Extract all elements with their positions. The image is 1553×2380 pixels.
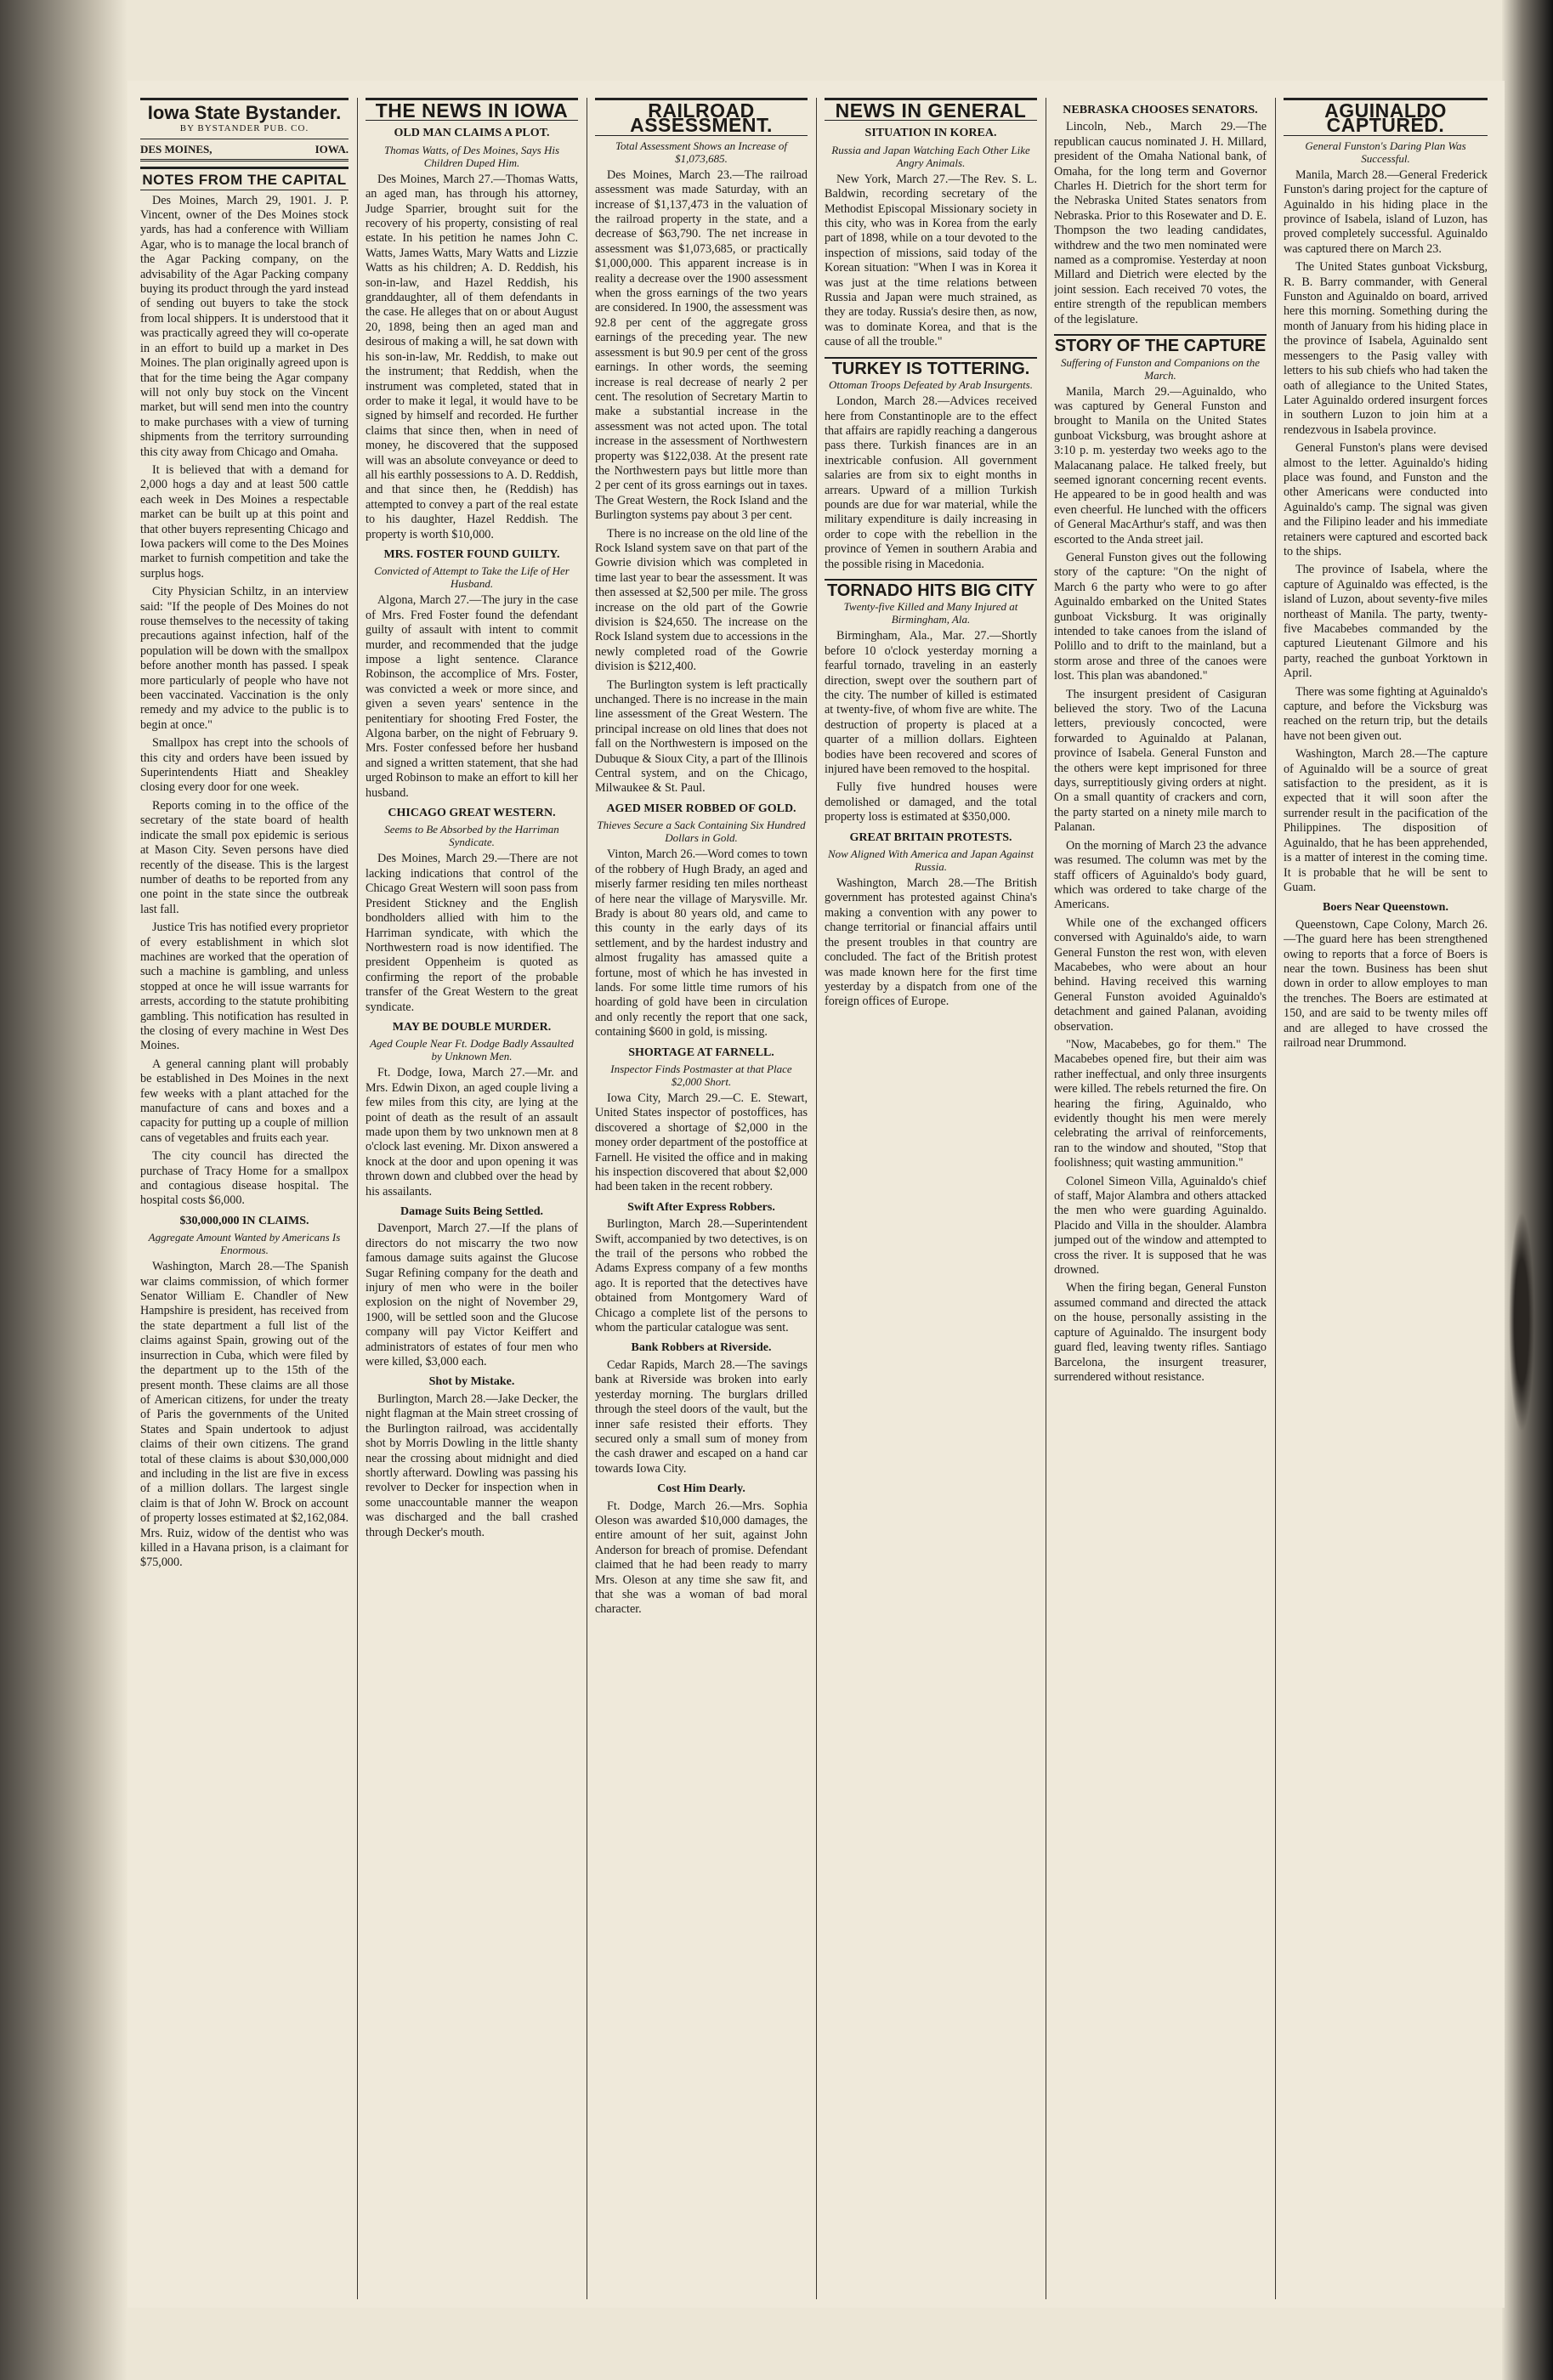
article-paragraph: London, March 28.—Advices received here from Constantinople are to the effect that affairs are rapidly reaching a dangerous pass there. Turkish finances are in an inextricable confusion. All government salaries are from six to eight months in arrears. Upward of a million Turkish pounds are due for war material, while the military expenditure is daily increasing in order to cope with the rebellion in the province of Yemen in southern Arabia and the possible rising in Macedonia. [825,394,1037,571]
section-headline: TORNADO HITS BIG CITY [825,579,1037,598]
article-subhead: Russia and Japan Watching Each Other Like Angry Animals. [831,143,1030,169]
article-paragraph: Washington, March 28.—The British government has protested against China's making a convention with any power to change territorial or financial affairs until the present troubles in that country are concluded. The fact of the British protest was made known here for the first time yesterday by a dispatch from one of the foreign offices of Europe. [825,876,1037,1009]
article-paragraph: Des Moines, March 29, 1901. J. P. Vincent, owner of the Des Moines stock yards, has had a conference with William Agar, who is to manage the local branch of the Agar Packing company, on the advisability of the Agar Packing company buying its product through the yard instead of sending out buyers to take the stock from local shippers. It is understood that it was practically agreed they will co-operate in an effort to build up a market in Des Moines. The plan originally agreed upon is that for the time being the Agar company will not only buy stock on the Vincent market, but will send men into the country to make purchases with a view of turning shipments from the territory surrounding this city away from Chicago and Omaha. [140,193,349,459]
article-subhead: Ottoman Troops Defeated by Arab Insurgents. [828,378,1033,392]
section-headline: STORY OF THE CAPTURE [1054,334,1267,354]
article-paragraph: Iowa City, March 29.—C. E. Stewart, United States inspector of postoffices, has discovered a shortage of $2,000 in the money order department of the postoffice at Farnell. He visited the office and in making his inspection discovered that about $2,000 had been taken in the recent robbery. [595,1091,808,1194]
article-paragraph: Des Moines, March 29.—There are not lacking indications that control of the Chicago Great Western will soon pass from President Stickney and the English bondholders allied with him to the Harriman syndicate, with which the Northwestern road is now identified. The president Oppenheim is quoted as confirming the report of the probable transfer of the Great Western to the great syndicate. [366,852,578,1014]
article-headline: GREAT BRITAIN PROTESTS. [849,830,1012,844]
article-paragraph: Manila, March 29.—Aguinaldo, who was captured by General Funston and brought to Manila on the United States gunboat Vicksburg, was brought ashore at 3:10 p. m. yesterday two weeks ago to the Malacanang palace. He talked freely, but seemed ignorant concerning recent events. He appeared to be in good health and was even cheerful. He lunched with the officers of General MacArthur's staff, and was then escorted to the Anda street jail. [1054,384,1267,547]
article-headline: NEBRASKA CHOOSES SENATORS. [1063,104,1258,116]
article-paragraph: New York, March 27.—The Rev. S. L. Baldwin, recording secretary of the Methodist Episcopal Missionary society in this city, who was in Korea from the early part of 1898, while on a tour devoted to the inspection of missions, said today of the Korean situation: "When I was in Korea it was just at the time relations between Russia and Japan were much strained, as they are today. Russia's desire then, as now, was to dominate Korea, and that is the cause of all the trouble." [825,172,1037,349]
column-6 [1284,98,1488,2299]
article-headline: Damage Suits Being Settled. [400,1205,543,1218]
article-paragraph: While one of the exchanged officers conversed with Aguinaldo's aide, to warn General Funston the rest won, with eleven Macabebes, who were about an hour behind. Having received this warning General Funston avoided Aguinaldo's detachment and gained Palanan, avoiding observation. [1054,915,1267,1034]
column-rule [1275,98,1276,2299]
column-3 [595,98,808,2299]
article-headline: SHORTAGE AT FARNELL. [628,1046,774,1059]
article-paragraph: City Physician Schiltz, in an interview said: "If the people of Des Moines do not rouse themselves to the necessity of taking precautions against infection, half of the population will be down with the smallpox before another month has passed. I speak more particularly of people who have not been vaccinated. Vaccination is the only remedy and my advice to the public is to begin at once." [140,585,349,732]
article-paragraph: Reports coming in to the office of the secretary of the state board of health indicate the small pox epidemic is serious at Mason City. Seven persons have died recently of the disease. This is the largest number of deaths to be reported from any one point in the state since the outbreak last fall. [140,798,349,916]
article-headline: Cost Him Dearly. [657,1482,745,1496]
masthead-publisher: BY BYSTANDER PUB. CO. [179,123,309,134]
article-paragraph: Lincoln, Neb., March 29.—The republican caucus nominated J. H. Millard, president of the Omaha National bank, of Omaha, for the long term and Governor Charles H. Dietrich for the short term for the Nebraska United States senators from Nebraska. Prior to this Rosewater and D. E. Thompson the two leading candidates, withdrew and the two men nominated were named as a compromise. Yesterday at noon Millard and Dietrich were elected by the joint session. Each received 70 votes, the entire strength of the republican members of the legislature. [1054,120,1267,326]
masthead-state: IOWA. [315,142,349,156]
article-paragraph: General Funston gives out the following story of the capture: "On the night of March 6 the party who were to go after Aguinaldo embarked on the United States gunboat Vicksburg. It was originally intended to take canoes from the island of Polillo and to drift to the mainland, but a storm arose and three of the canoes were lost. This plan was abandoned." [1054,550,1267,683]
article-paragraph: There is no increase on the old line of the Rock Island system save on that part of the Gowrie division which was completed in time last year to bear the assessment. It was then assessed at $2,500 per mile. The gross increase on the old part of the Gowrie division is $24,650. The increase on the Rock Island system due to accessions in the newly completed road of the Gowrie division is $212,400. [595,526,808,674]
article-headline: Swift After Express Robbers. [627,1200,775,1214]
article-paragraph: "Now, Macabebes, go for them." The Macabebes opened fire, but their aim was rather ineffectual, and only three insurgents were killed. The rebels returned the fire. On hearing the firing, Aguinaldo, who evidently thought his men were merely celebrating the arrival of reinforcements, ran to the window and shouted, "Stop that foolishness; quit wasting ammunition." [1054,1037,1267,1170]
masthead-dateline [140,139,349,162]
column-1-body [140,167,349,1571]
article-paragraph: Queenstown, Cape Colony, March 26.—The guard here has been strengthened owing to reports that a force of Boers is near the town. Business has been shut down in order to allow employes to man the trenches. The Boers are estimated at 150, and are said to be twenty miles off and are alleged to have crossed the railroad near Drummond. [1284,917,1488,1050]
column-rule [357,98,358,2299]
article-subhead: Aggregate Amount Wanted by Americans Is Enormous. [148,1231,341,1257]
article-headline: SITUATION IN KOREA. [864,127,997,140]
article-headline: $30,000,000 IN CLAIMS. [179,1214,309,1227]
article-paragraph: On the morning of March 23 the advance was resumed. The column was met by the staff officers of Aguinaldo's body guard, which was ordered to take charge of the Americans. [1054,838,1267,912]
article-paragraph: Washington, March 28.—The Spanish war claims commission, of which former Senator William E. Chandler of New Hampshire is president, has received from the state department a full list of the claims against Spain, growing out of the insurrection in Cuba, which were filed by the department up to the 15th of the present month. These claims are all those of American citizens, for under the treaty of Paris the governments of the United States and Spain undertook to adjust claims of their own citizens. The grand total of these claims is about $30,000,000 and including in the list are five in excess of a million dollars. The largest single claim is that of John W. Brock on account of property losses estimated at $2,162,084. Mrs. Ruiz, widow of the dentist who was killed in a Havana prison, is a claimant for $75,000. [140,1260,349,1570]
article-subhead: Inspector Finds Postmaster at that Place $2,000 Short. [610,1062,792,1088]
article-paragraph: Smallpox has crept into the schools of this city and orders have been issued by Superintendents Hiatt and Sheakley closing every door for one week. [140,736,349,795]
column-5-body [1054,103,1267,1385]
article-subhead: Thomas Watts, of Des Moines, Says His Children Duped Him. [383,143,560,169]
article-paragraph: Cedar Rapids, March 28.—The savings bank at Riverside was broken into early yesterday morning. The burglars drilled through the steel doors of the vault, but the inner safe resisted their efforts. They secured only a small sum of money from the cash drawer and escaped on a hand car towards Iowa City. [595,1357,808,1476]
article-paragraph: There was some fighting at Aguinaldo's capture, and before the Vicksburg was reached on the return trip, but the details have not been given out. [1284,684,1488,743]
column-2 [366,98,578,2299]
column-2-body [366,98,578,1540]
section-headline: RAILROAD ASSESSMENT. [595,98,808,136]
article-paragraph: Justice Tris has notified every proprietor of every establishment in which slot machines are worked that the operation of such a machine is gambling, and unless stopped at once he will issue warrants for arrests, according to the statute prohibiting gambling. This notification has resulted in the closing of every machine in West Des Moines. [140,921,349,1053]
article-paragraph: It is believed that with a demand for 2,000 hogs a day and at least 500 cattle each week in Des Moines a respectable market can be built up at this point and that other buyers representing Chicago and Iowa packers will come to the Des Moines market to furnish competition and take the surplus hogs. [140,462,349,581]
article-subhead: Now Aligned With America and Japan Against Russia. [828,847,1034,874]
section-headline: NOTES FROM THE CAPITAL [140,167,349,190]
article-paragraph: The city council has directed the purchase of Tracy Home for a smallpox and contagious disease hospital. The hospital costs $6,000. [140,1149,349,1208]
article-headline: CHICAGO GREAT WESTERN. [388,807,556,820]
article-paragraph: Des Moines, March 27.—Thomas Watts, an aged man, has through his attorney, Judge Sparrier, brought suit for the recovery of his property, consisting of real estate. In his petition he names John C. Watts, James Watts, Mary Watts and Lizzie Watts as his children; A. D. Reddish, his son-in-law, and Hazel Reddish, his granddaughter, all of them defendants in the case. He alleges that on or about August 20, 1898, being then an aged man and desirous of making a will, he sat down with his son-in-law, Mr. Reddish, to make out the instrument; that Reddish, when the instrument was completed, stated that in order to make it legal, it would have to be signed by himself and recorded. He further claims that since then, when in need of money, he discovered that the supposed will was an absolute conveyance or deed to all his earthly possessions to A. D. Reddish, and that since then, he (Reddish) has attempted to convey a part of the real estate to his daughter, Hazel Reddish. The property is worth $10,000. [366,172,578,541]
article-paragraph: A general canning plant will probably be established in Des Moines in the next few weeks with a plant attached for the manufacture of cans and boxes and a capacity for putting up a couple of million cans of vegetables and fruits each year. [140,1057,349,1145]
article-headline: MAY BE DOUBLE MURDER. [392,1020,552,1034]
article-subhead: Total Assessment Shows an Increase of $1,073,685. [615,139,788,165]
article-paragraph: The Burlington system is left practically unchanged. There is no increase in the main line assessment of the Great Western. The principal increase on old lines that does not fall on the Northwestern is imposed on the Dubuque & Sioux City, a part of the Illinois Central system, and on the Chicago, Milwaukee & St. Paul. [595,677,808,796]
column-4 [825,98,1037,2299]
masthead-city: DES MOINES, [140,142,213,156]
column-4-body [825,98,1037,1010]
article-paragraph: Vinton, March 26.—Word comes to town of the robbery of Hugh Brady, an aged and miserly farmer residing ten miles northeast of here near the village of Marysville. Mr. Brady is about 80 years old, and came to this county in the early days of its settlement, and by the hardest industry and almost frugality has amassed quite a fortune, most of which he has invested in lands. For some little time rumors of his hoarding of gold have been in circulation and only recently the report that one sack, containing $600 in gold, is missing. [595,847,808,1040]
page-binding-shadow [0,0,128,2380]
article-paragraph: Manila, March 28.—General Frederick Funston's daring project for the capture of Aguinaldo in his hiding place in the province of Isabela, island of Luzon, has proved completely successful. Aguinaldo was captured there on March 23. [1284,167,1488,256]
section-headline: NEWS IN GENERAL [825,98,1037,121]
article-headline: Boers Near Queenstown. [1323,901,1448,915]
section-headline: AGUINALDO CAPTURED. [1284,98,1488,136]
article-headline: AGED MISER ROBBED OF GOLD. [606,802,796,815]
article-paragraph: Algona, March 27.—The jury in the case of Mrs. Fred Foster found the defendant guilty of assault with intent to commit murder, and recommended that the judge impose a light sentence. Clarance Robinson, the accomplice of Mrs. Foster, was convicted a week or more since, and given a seven years' sentence in the penitentiary for shooting Fred Foster, the Algona barber, on the night of February 9. Mrs. Foster confessed before her husband and signed a written statement, that she had urged Robinson to make an effort to kill her husband. [366,593,578,800]
page-edge-shadow [1502,0,1553,2380]
column-3-body [595,98,808,1618]
article-headline: Bank Robbers at Riverside. [631,1341,772,1355]
column-6-body [1284,98,1488,1051]
article-paragraph: Ft. Dodge, March 26.—Mrs. Sophia Oleson was awarded $10,000 damages, the entire amount of her suit, against John Anderson for breach of promise. Defendant claimed that he had been ready to marry Mrs. Oleson at any time she saw fit, and that she was a woman of bad moral character. [595,1499,808,1617]
article-headline: MRS. FOSTER FOUND GUILTY. [383,547,560,561]
newspaper-page [128,81,1505,2308]
section-headline: THE NEWS IN IOWA [366,98,578,121]
article-paragraph: Burlington, March 28.—Jake Decker, the night flagman at the Main street crossing of the Burlington railroad, was accidentally shot by Morris Dowling in the little shanty near the crossing about midnight and died shortly afterward. Dowling was passing his revolver to Decker for inspection when in some unaccountable manner the weapon was discharged and the ball crashed through Decker's mouth. [366,1391,578,1539]
article-subhead: Twenty-five Killed and Many Injured at Birmingham, Ala. [843,600,1018,626]
article-paragraph: Ft. Dodge, Iowa, March 27.—Mr. and Mrs. Edwin Dixon, an aged couple living a few miles from this city, are lying at the point of death as the result of an assault made upon them by two unknown men at 8 o'clock last evening. Mr. Dixon answered a knock at the door and upon opening it was thrown down and clubbed over the head by his assailants. [366,1066,578,1198]
article-paragraph: The insurgent president of Casiguran believed the story. Two of the Lacuna letters, previously concocted, were forwarded to Aguinaldo at Palanan, province of Isabela. General Funston and the others were kept imprisoned for three days, surreptitiously giving orders at night. On a small quantity of crackers and corn, the party started on a ninety mile march to Palanan. [1054,687,1267,835]
article-subhead: Suffering of Funston and Companions on the March. [1061,355,1260,382]
article-subhead: Seems to Be Absorbed by the Harriman Syndicate. [384,823,559,849]
article-paragraph: Fully five hundred houses were demolished or damaged, and the total property loss is estimated at $350,000. [825,780,1037,824]
article-paragraph: Colonel Simeon Villa, Aguinaldo's chief of staff, Major Alambra and others attacked the men who were guarding Aguinaldo. Placido and Villa in the shoulder. Alambra jumped out of the window and attempted to cross the river. It is supposed that he was drowned. [1054,1174,1267,1278]
column-5 [1054,98,1267,2299]
article-paragraph: Birmingham, Ala., Mar. 27.—Shortly before 10 o'clock yesterday morning a fearful tornado, traveling in an easterly direction, swept over the southern part of the city. The number of killed is estimated at twenty-five, of whom five are white. The destruction of property is placed at a quarter of a million dollars. Eighteen bodies have been recovered and scores of injured have been removed to the hospital. [825,629,1037,777]
article-subhead: Thieves Secure a Sack Containing Six Hundred Dollars in Gold. [597,819,806,845]
section-headline: TURKEY IS TOTTERING. [825,357,1037,377]
article-subhead: Convicted of Attempt to Take the Life of Her Husband. [374,564,570,591]
article-paragraph: Davenport, March 27.—If the plans of directors do not miscarry the two now famous damage suits against the Glucose Sugar Refining company for the death and injury of men who were in the boiler explosion on the night of November 29, 1900, will be settled soon and the Glucose company will pay Victor Keiffert and administrators of estates of four men who were killed, $3,000 each. [366,1221,578,1369]
masthead-title: Iowa State Bystander. [140,98,349,120]
paper-tear [1509,1211,1534,1432]
article-headline: OLD MAN CLAIMS A PLOT. [394,127,550,140]
article-paragraph: The province of Isabela, where the capture of Aguinaldo was effected, is the island of Luzon, about seventy-five miles northeast of Manila. The party, twenty-five Macabebes commanded by the captured Lieutenant Gilmore and his party, reached the gunboat Yorktown in April. [1284,563,1488,681]
article-paragraph: Burlington, March 28.—Superintendent Swift, accompanied by two detectives, is on the trail of the persons who robbed the Adams Express company of a few months ago. It is reported that the detectives have obtained from Montgomery Ward of Chicago a complete list of the persons to whom the particular catalogue was sent. [595,1217,808,1335]
article-paragraph: The United States gunboat Vicksburg, R. B. Barry commander, with General Funston and Aguinaldo on board, arrived here this morning. Something during the month of January from his hiding place in the province of Isabela, Aguinaldo sent messengers to the Pasig valley with letters to his sub chiefs who had taken the oath of allegiance to the United States, Later Aguinaldo ordered insurgent forces in southern Luzon to join him at a rendezvous in Isabela province. [1284,260,1488,437]
article-headline: Shot by Mistake. [428,1375,515,1389]
article-paragraph: Des Moines, March 23.—The railroad assessment was made Saturday, with an increase of $1,137,473 in the valuation of the railroad property in the state, and a decrease of $63,790. The net increase in assessment was $1,073,685, or practically $1,000,000. This apparent increase is in reality a decrease over the 1900 assessment when the gross earnings of the two years are considered. In 1900, the assessment was 92.8 per cent of the aggregate gross earnings of the preceding year. The new assessment is but 90.9 per cent of the gross earnings. In other words, the seeming increase is real decrease of nearly 2 per cent. The resolution of Secretary Martin to make a substantial increase in the assessment was not acted upon. The total increase in the assessment of Northwestern property was $122,038. At the present rate the Northwestern pays but little more than 2 per cent of its gross earnings out in taxes. The Great Western, the Rock Island and the Burlington systems pay about 3 per cent. [595,167,808,523]
article-subhead: Aged Couple Near Ft. Dodge Badly Assaulted by Unknown Men. [370,1037,574,1063]
article-paragraph: When the firing began, General Funston assumed command and directed the attack on the house, personally assisting in the capture of Aguinaldo. The insurgent body guard fled, leaving twenty rifles. Santiago Barcelona, the insurgent treasurer, surrendered without resistance. [1054,1281,1267,1384]
article-paragraph: General Funston's plans were devised almost to the letter. Aguinaldo's hiding place was found, and Funston and the other Americans were conducted into Aguinaldo's camp. The signal was given and the Filipino leader and his immediate retainers were captured and escorted back to the ships. [1284,441,1488,558]
article-subhead: General Funston's Daring Plan Was Successful. [1305,139,1466,165]
article-paragraph: Washington, March 28.—The capture of Aguinaldo will be a source of great satisfaction to the president, as it is expected that it will soon after the surrender result in the pacification of the Philippines. The disposition of Aguinaldo, that he has been apprehended, is a matter of interest in the coming time. It is probable that he will be sent to Guam. [1284,747,1488,894]
column-rule [816,98,817,2299]
column-1 [140,98,349,2299]
